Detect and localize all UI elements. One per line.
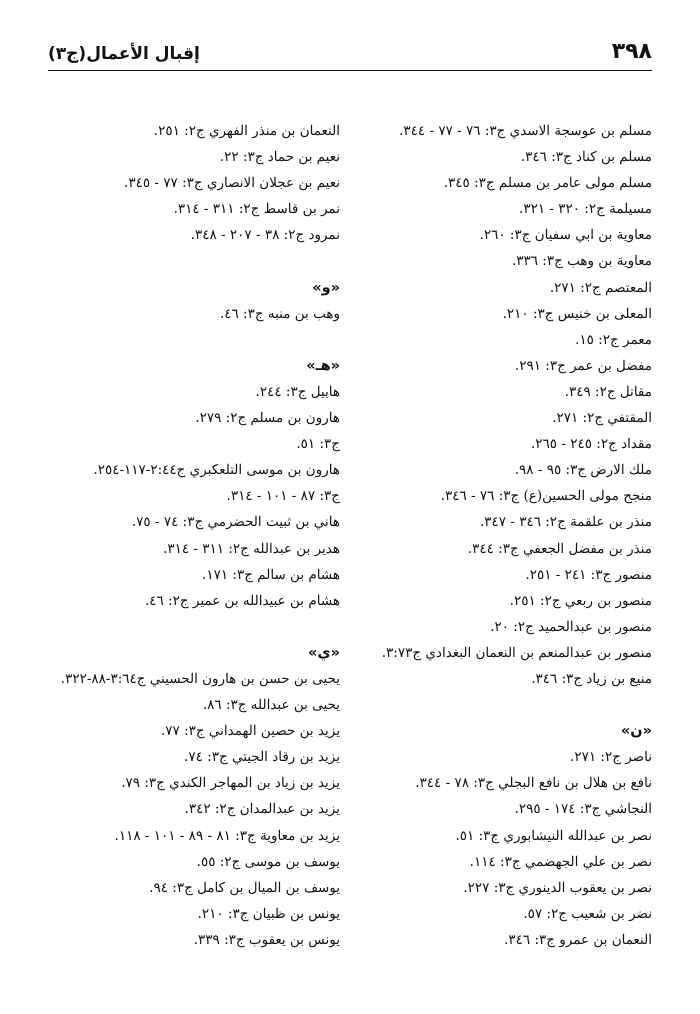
index-entry: نضر بن شعيب ج٢: ٥٧. (523, 905, 652, 922)
index-entry: معاوية بن ابي سفيان ج٣: ٢٦٠. (479, 227, 652, 244)
index-entry: ج٣: ٥١. (296, 436, 340, 453)
index-entry: هشام بن عبيدالله بن عمير ج٢: ٤٦. (144, 592, 340, 609)
index-entry: المعلى بن خنيس ج٣: ٢١٠. (502, 305, 652, 322)
index-entry: نعيم بن حماد ج٣: ٢٢. (219, 149, 340, 166)
index-entry: منجح مولى الحسين(ع) ج٣: ٧٦ - ٣٤٦. (440, 488, 652, 505)
index-entry: ملك الارض ج٣: ٩٥ - ٩٨. (514, 462, 652, 479)
index-entry: منصور بن عبدالحميد ج٢: ٢٠. (490, 618, 652, 635)
index-entry: مسلم بن عوسجة الاسدي ج٣: ٧٦ - ٧٧ - ٣٤٤. (399, 123, 652, 139)
index-entry: يونس بن يعقوب ج٣: ٣٣٩. (193, 931, 340, 948)
index-entry: معاوية بن وهب ج٣: ٣٣٦. (511, 253, 652, 270)
page-header (48, 28, 652, 71)
page-number: ٣٩٨ (611, 39, 652, 64)
index-entry: منيع بن زياد ج٣: ٣٤٦. (531, 670, 652, 687)
section-letter-heading: «ي» (307, 644, 340, 661)
index-entry: النعمان بن منذر الفهري ج٢: ٢٥١. (153, 123, 340, 139)
book-title: إقبال الأعمال(ج٣) (48, 44, 200, 64)
index-entry: نمرود ج٢: ٣٨ - ٢٠٧ - ٣٤٨. (190, 227, 340, 244)
index-entry: مفضل بن عمر ج٣: ٢٩١. (514, 357, 652, 374)
section-letter-heading: «ن» (620, 723, 652, 740)
index-entry: وهب بن منبه ج٣: ٤٦. (219, 305, 340, 322)
index-entry: مسلم بن كناد ج٣: ٣٤٦. (520, 149, 652, 166)
index-entry: هشام بن سالم ج٣: ١٧١. (202, 566, 340, 583)
index-entry: النعمان بن عمرو ج٣: ٣٤٦. (504, 931, 652, 948)
index-entry: النجاشي ج٣: ١٧٤ - ٢٩٥. (514, 801, 652, 818)
index-entry: هدير بن عبدالله ج٢: ٣١١ - ٣١٤. (163, 540, 340, 557)
index-entry: يزيد بن رقاد الجيتي ج٣: ٧٤. (184, 749, 340, 766)
index-entry: يونس بن ظبيان ج٣: ٢١٠. (197, 905, 340, 922)
index-entry: يزيد بن معاوية ج٣: ٨١ - ٨٩ - ١٠١ - ١١٨. (114, 827, 340, 844)
index-entry: يحيى بن حسن بن هارون الحسيني ج٣:٦٤-٨٨-٣٢٢. (60, 670, 340, 687)
index-entry: يزيد بن حصين الهمداني ج٣: ٧٧. (160, 723, 340, 740)
index-entry: منذر بن مفضل الجعفي ج٣: ٣٤٤. (467, 540, 652, 557)
index-entry: مسلم مولى عامر بن مسلم ج٣: ٣٤٥. (443, 175, 652, 192)
spacer (40, 327, 340, 353)
index-entry: معمر ج٢: ١٥. (575, 331, 652, 348)
index-column-left (40, 118, 340, 953)
spacer (40, 248, 340, 274)
index-entry: نصر بن علي الجهضمي ج٣: ١١٤. (469, 853, 652, 870)
index-entry: مقداد ج٢: ٢٤٥ - ٢٦٥. (530, 436, 652, 453)
index-entry: منذر بن علقمة ج٢: ٣٤٦ - ٣٤٧. (479, 514, 652, 531)
index-entry: المقتفي ج٢: ٢٧١. (552, 410, 652, 427)
index-entry: نافع بن هلال بن نافع البجلي ج٣: ٧٨ - ٣٤٤. (415, 775, 652, 792)
index-entry: منصور بن عبدالمنعم بن النعمان البغدادي ج٣:٧٣. (381, 644, 652, 661)
index-entry: يزيد بن عبدالمدان ج٢: ٣٤٢. (184, 801, 340, 818)
index-entry: يوسف بن الميال بن كامل ج٣: ٩٤. (149, 879, 340, 896)
index-entry: نمر بن قاسط ج٢: ٣١١ - ٣١٤. (173, 201, 340, 218)
index-entry: المعتصم ج٢: ٢٧١. (549, 279, 652, 296)
index-entry: مسيلمة ج٢: ٣٢٠ - ٣٢١. (519, 201, 652, 218)
section-letter-heading: «و» (312, 279, 340, 296)
section-letter-heading: «هـ» (306, 357, 340, 374)
spacer (352, 692, 652, 718)
index-entry: ناصر ج٢: ٢٧١. (570, 749, 652, 766)
index-entry: هارون بن موسى التلعكبري ج٢:٤٤-١١٧-٢٥٤. (93, 462, 340, 479)
index-entry: منصور ج٣: ٢٤١ - ٢٥١. (525, 566, 652, 583)
index-entry: ج٣: ٨٧ - ١٠١ - ٣١٤. (226, 488, 340, 505)
index-entry: هارون بن مسلم ج٢: ٢٧٩. (195, 410, 340, 427)
index-entry: يوسف بن موسى ج٢: ٥٥. (196, 853, 340, 870)
index-entry: يحيى بن عبدالله ج٣: ٨٦. (202, 697, 340, 714)
index-entry: يزيد بن زياد بن المهاجر الكندي ج٣: ٧٩. (121, 775, 340, 792)
index-entry: هاني بن ثبيت الحضرمي ج٣: ٧٤ - ٧٥. (131, 514, 340, 531)
index-entry: نصر بن عبدالله النيشابوري ج٣: ٥١. (455, 827, 652, 844)
index-column-right (352, 118, 652, 953)
index-entry: منصور بن ربعي ج٢: ٢٥١. (509, 592, 652, 609)
index-entry: هابيل ج٣: ٢٤٤. (255, 383, 340, 400)
index-entry: مقاتل ج٢: ٣٤٩. (564, 383, 652, 400)
index-entry: نعيم بن عجلان الانصاري ج٣: ٧٧ - ٣٤٥. (124, 175, 340, 192)
spacer (40, 614, 340, 640)
index-entry: نصر بن يعقوب الدينوري ج٣: ٢٢٧. (463, 879, 652, 896)
